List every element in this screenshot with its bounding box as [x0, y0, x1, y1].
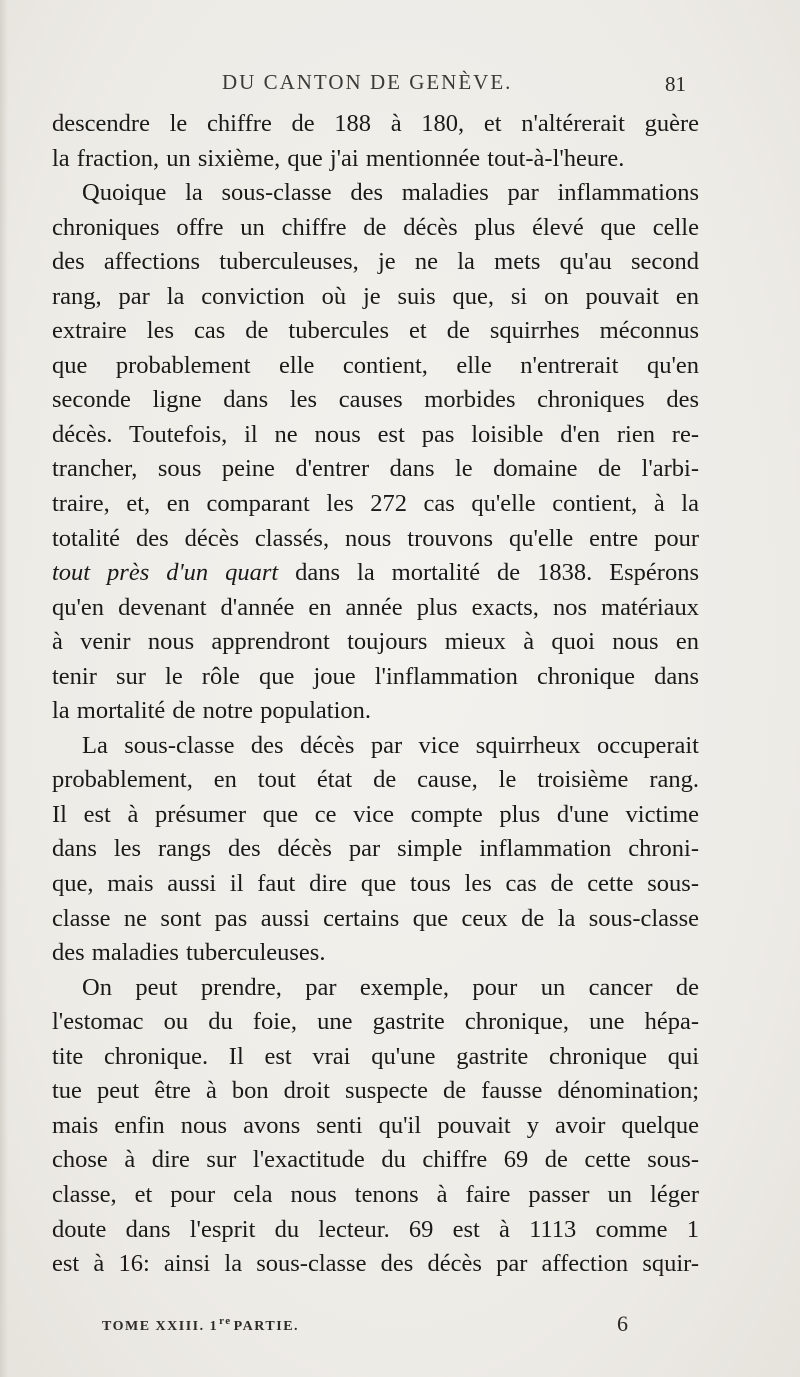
- text-line-roman: mais enfin nous avons senti qu'il pouvait y avoir quelque: [52, 1111, 699, 1139]
- text-line-roman: rang, par la conviction où je suis que, si on pouvait en: [52, 282, 699, 310]
- text-line: [52, 763, 699, 798]
- text-line-roman: tenir sur le rôle que joue l'inflammation chronique dans: [52, 662, 699, 690]
- printer-signature: [102, 1315, 299, 1335]
- text-line: [52, 1247, 699, 1282]
- text-line: [52, 729, 699, 764]
- text-line-roman: classe ne sont pas aussi certains que ceux de la sous-classe: [52, 904, 699, 932]
- text-line-roman: des maladies tuberculeuses.: [52, 939, 326, 967]
- text-line-roman: probablement, en tout état de cause, le troisième rang.: [52, 766, 699, 794]
- text-line: [52, 1040, 699, 1075]
- text-line: [52, 625, 699, 660]
- text-line: [52, 107, 699, 142]
- text-line: [52, 591, 699, 626]
- text-line-roman: que, mais aussi il faut dire que tous les cas de cette sous-: [52, 870, 699, 898]
- text-line-roman: chroniques offre un chiffre de décès plus élevé que celle: [52, 213, 699, 241]
- page-gutter-shadow: [0, 0, 8, 1377]
- text-line: [52, 280, 699, 315]
- text-line: [52, 142, 699, 177]
- text-line-roman: descendre le chiffre de 188 à 180, et n'altérerait guère: [52, 110, 699, 137]
- text-line-italic: tout près d'un quart: [52, 559, 279, 587]
- signature-tome: TOME XXIII. 1: [102, 1319, 219, 1334]
- text-line-roman: la fraction, un sixième, que j'ai mentionnée tout-à-l'heure.: [52, 144, 625, 172]
- text-line-roman: décès. Toutefois, il ne nous est pas loisible d'en rien re-: [52, 420, 699, 448]
- text-line: [52, 1074, 699, 1109]
- text-line-roman: chose à dire sur l'exactitude du chiffre 69 de cette sous-: [52, 1146, 699, 1174]
- text-line: [52, 1178, 699, 1213]
- page-footer: [0, 1311, 800, 1341]
- text-line: [52, 1005, 699, 1040]
- text-line-roman: la mortalité de notre population.: [52, 697, 372, 725]
- text-line: [52, 936, 699, 971]
- text-line-roman-continued: dans la mortalité de 1838. Espérons: [278, 559, 699, 587]
- text-line: [52, 1109, 699, 1144]
- text-line: [52, 1143, 699, 1178]
- text-line-roman: tue peut être à bon droit suspecte de fausse dénomination;: [52, 1077, 699, 1105]
- text-line-roman: l'estomac ou du foie, une gastrite chronique, une hépa-: [52, 1008, 699, 1036]
- signature-superscript: re: [219, 1315, 232, 1327]
- text-line-roman: tite chronique. Il est vrai qu'une gastrite chronique qui: [52, 1042, 699, 1070]
- text-line: [52, 556, 699, 591]
- text-line: [52, 798, 699, 833]
- text-line: [52, 832, 699, 867]
- text-line: [52, 1213, 699, 1248]
- text-line: [52, 245, 699, 280]
- text-line: [52, 383, 699, 418]
- page-number: 81: [665, 72, 686, 96]
- text-line: [52, 314, 699, 349]
- text-line: [52, 522, 699, 557]
- text-line-roman: Quoique la sous-classe des maladies par inflammations: [82, 179, 699, 207]
- text-line-roman: que probablement elle contient, elle n'entrerait qu'en: [52, 351, 699, 379]
- text-line-roman: trancher, sous peine d'entrer dans le domaine de l'arbi-: [52, 455, 699, 483]
- text-line: [52, 452, 699, 487]
- text-line-roman: La sous-classe des décès par vice squirrheux occuperait: [82, 731, 699, 759]
- text-line-roman: est à 16: ainsi la sous-classe des décès par affection squir-: [52, 1250, 699, 1278]
- running-title: DU CANTON DE GENÈVE.: [222, 70, 513, 94]
- text-line-roman: totalité des décès classés, nous trouvons qu'elle entre pour: [52, 524, 699, 552]
- text-line: [52, 418, 699, 453]
- text-line: [52, 487, 699, 522]
- text-line: [52, 902, 699, 937]
- running-head: [0, 70, 800, 100]
- text-line-roman: des affections tuberculeuses, je ne la mets qu'au second: [52, 248, 699, 276]
- text-line: [52, 349, 699, 384]
- signature-part: PARTIE.: [233, 1319, 300, 1334]
- text-line-roman: On peut prendre, par exemple, pour un cancer de: [82, 973, 699, 1001]
- text-line: [52, 660, 699, 695]
- text-line-roman: traire, et, en comparant les 272 cas qu'elle contient, à la: [52, 490, 699, 518]
- text-line-roman: qu'en devenant d'année en année plus exacts, nos matériaux: [52, 593, 699, 621]
- text-line-roman: seconde ligne dans les causes morbides chroniques des: [52, 386, 699, 414]
- body-text: [52, 107, 699, 1282]
- text-line-roman: Il est à présumer que ce vice compte plus d'une victime: [52, 800, 699, 828]
- text-line: [52, 867, 699, 902]
- text-line-roman: classe, et pour cela nous tenons à faire passer un léger: [52, 1180, 699, 1208]
- sheet-number: 6: [617, 1311, 628, 1336]
- text-line: [52, 694, 699, 729]
- text-line: [52, 211, 699, 246]
- text-line-roman: doute dans l'esprit du lecteur. 69 est à 1113 comme 1: [52, 1215, 699, 1243]
- text-line: [52, 176, 699, 211]
- text-line: [52, 971, 699, 1006]
- text-line-roman: à venir nous apprendront toujours mieux à quoi nous en: [52, 628, 699, 656]
- text-line-roman: extraire les cas de tubercules et de squirrhes méconnus: [52, 317, 699, 345]
- text-line-roman: dans les rangs des décès par simple inflammation chroni-: [52, 835, 699, 863]
